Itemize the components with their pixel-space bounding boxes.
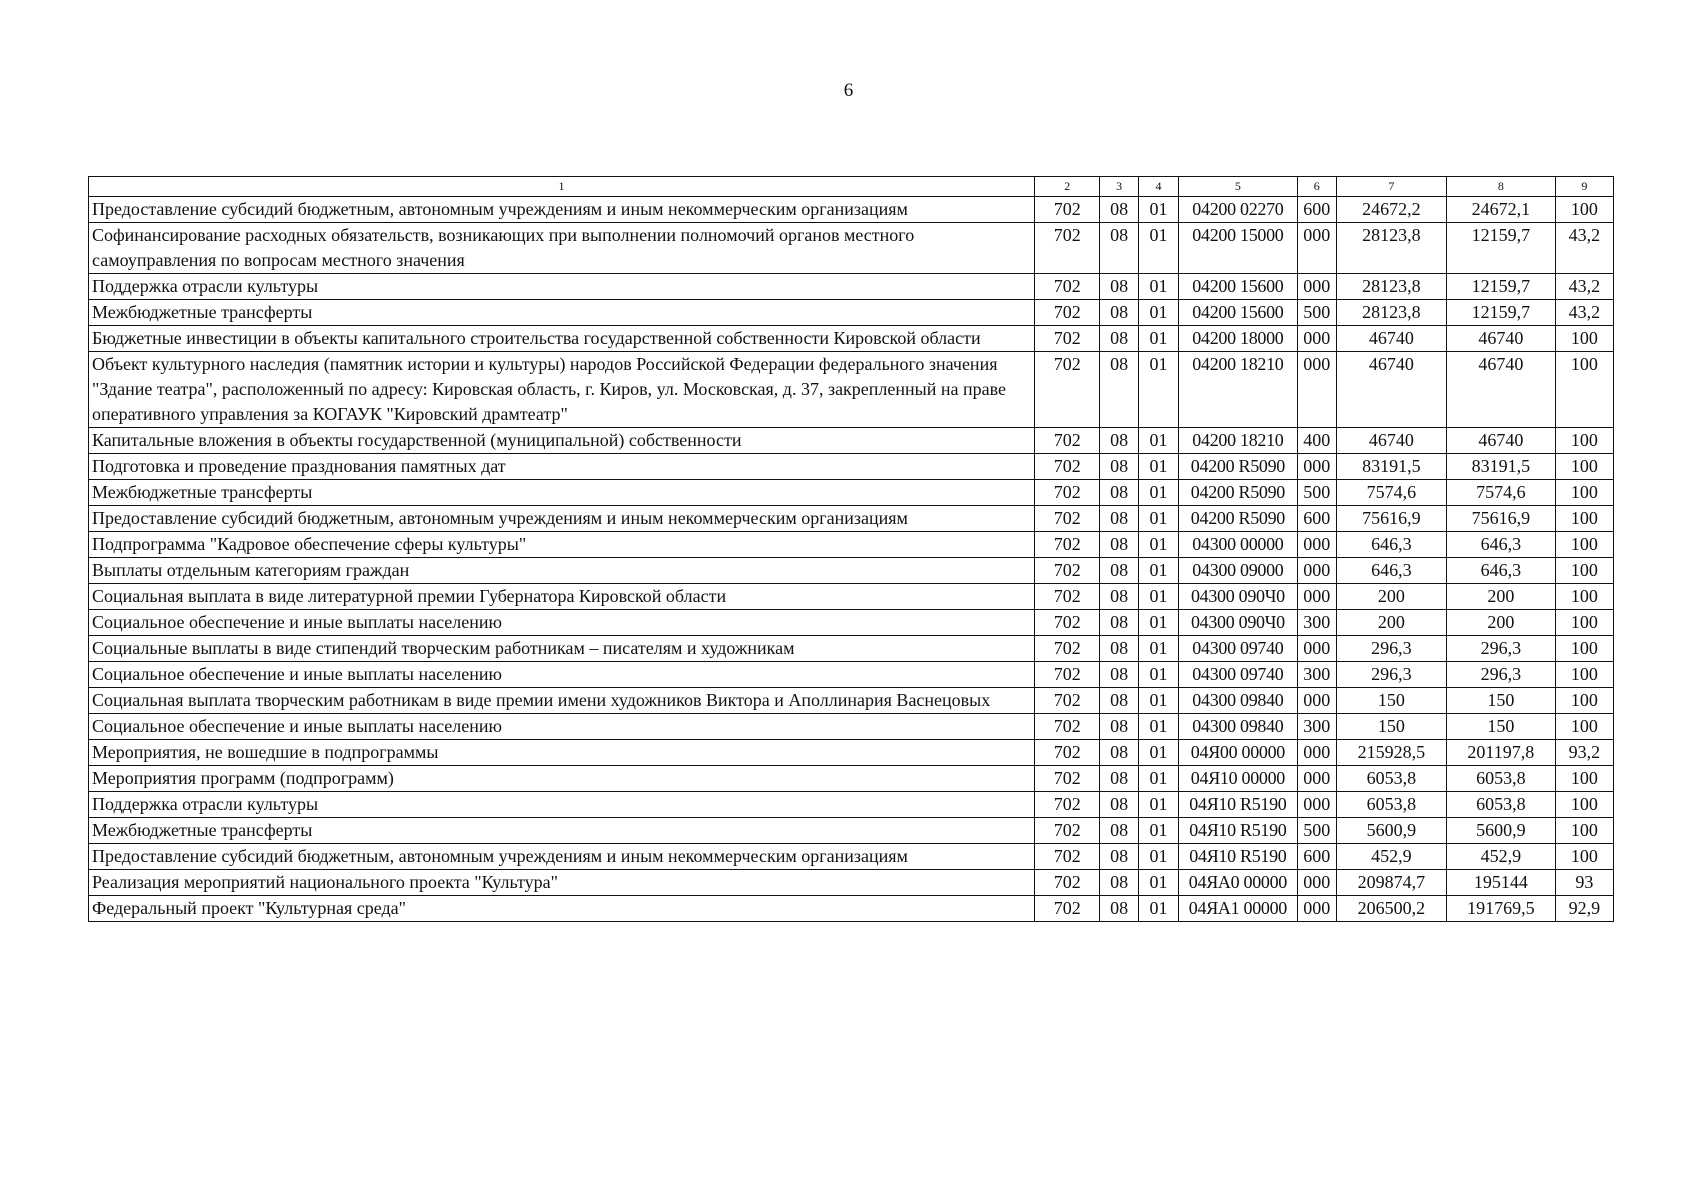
expense-type-code-cell: 600	[1297, 197, 1336, 223]
execution-percent-cell: 100	[1555, 326, 1613, 352]
actual-amount-cell: 46740	[1446, 326, 1555, 352]
table-row	[89, 662, 1614, 688]
item-name-cell: Социальная выплата творческим работникам в виде премии имени художников Виктора и Аполлинария Васнецовых	[89, 688, 1035, 714]
ministry-code-cell: 702	[1035, 532, 1100, 558]
target-article-code-cell: 04200 18000	[1179, 326, 1297, 352]
ministry-code-cell: 702	[1035, 818, 1100, 844]
execution-percent-cell: 43,2	[1555, 223, 1613, 274]
expense-type-code-cell: 500	[1297, 480, 1336, 506]
ministry-code-cell: 702	[1035, 506, 1100, 532]
expense-type-code-cell: 600	[1297, 844, 1336, 870]
subsection-code-cell: 01	[1138, 766, 1178, 792]
execution-percent-cell: 93,2	[1555, 740, 1613, 766]
expense-type-code-cell: 000	[1297, 352, 1336, 428]
item-name-cell: Выплаты отдельным категориям граждан	[89, 558, 1035, 584]
table-row	[89, 223, 1614, 274]
execution-percent-cell: 100	[1555, 584, 1613, 610]
table-row	[89, 714, 1614, 740]
subsection-code-cell: 01	[1138, 506, 1178, 532]
section-code-cell: 08	[1100, 326, 1138, 352]
subsection-code-cell: 01	[1138, 688, 1178, 714]
actual-amount-cell: 646,3	[1446, 532, 1555, 558]
plan-amount-cell: 200	[1336, 584, 1446, 610]
ministry-code-cell: 702	[1035, 197, 1100, 223]
subsection-code-cell: 01	[1138, 558, 1178, 584]
item-name-cell: Предоставление субсидий бюджетным, автономным учреждениям и иным некоммерческим организациям	[89, 844, 1035, 870]
item-name-cell: Поддержка отрасли культуры	[89, 792, 1035, 818]
section-code-cell: 08	[1100, 274, 1138, 300]
execution-percent-cell: 100	[1555, 818, 1613, 844]
section-code-cell: 08	[1100, 610, 1138, 636]
execution-percent-cell: 43,2	[1555, 274, 1613, 300]
item-name-cell: Мероприятия программ (подпрограмм)	[89, 766, 1035, 792]
item-name-cell: Федеральный проект "Культурная среда"	[89, 896, 1035, 922]
item-name-cell: Социальное обеспечение и иные выплаты населению	[89, 610, 1035, 636]
target-article-code-cell: 04300 09740	[1179, 662, 1297, 688]
table-row	[89, 584, 1614, 610]
ministry-code-cell: 702	[1035, 326, 1100, 352]
ministry-code-cell: 702	[1035, 740, 1100, 766]
subsection-code-cell: 01	[1138, 740, 1178, 766]
target-article-code-cell: 04ЯА1 00000	[1179, 896, 1297, 922]
item-name-cell: Социальное обеспечение и иные выплаты населению	[89, 662, 1035, 688]
item-name-cell: Бюджетные инвестиции в объекты капитального строительства государственной собственности Кировской области	[89, 326, 1035, 352]
actual-amount-cell: 7574,6	[1446, 480, 1555, 506]
target-article-code-cell: 04200 15600	[1179, 300, 1297, 326]
actual-amount-cell: 200	[1446, 584, 1555, 610]
plan-amount-cell: 150	[1336, 714, 1446, 740]
table-row	[89, 300, 1614, 326]
expense-type-code-cell: 000	[1297, 766, 1336, 792]
expense-type-code-cell: 000	[1297, 584, 1336, 610]
subsection-code-cell: 01	[1138, 428, 1178, 454]
section-code-cell: 08	[1100, 662, 1138, 688]
plan-amount-cell: 296,3	[1336, 636, 1446, 662]
execution-percent-cell: 100	[1555, 480, 1613, 506]
expense-type-code-cell: 500	[1297, 818, 1336, 844]
expense-type-code-cell: 000	[1297, 326, 1336, 352]
item-name-cell: Подпрограмма "Кадровое обеспечение сферы культуры"	[89, 532, 1035, 558]
section-code-cell: 08	[1100, 636, 1138, 662]
section-code-cell: 08	[1100, 197, 1138, 223]
target-article-code-cell: 04300 090Ч0	[1179, 584, 1297, 610]
ministry-code-cell: 702	[1035, 454, 1100, 480]
section-code-cell: 08	[1100, 870, 1138, 896]
actual-amount-cell: 296,3	[1446, 662, 1555, 688]
actual-amount-cell: 200	[1446, 610, 1555, 636]
execution-percent-cell: 100	[1555, 662, 1613, 688]
target-article-code-cell: 04Я10 R5190	[1179, 818, 1297, 844]
ministry-code-cell: 702	[1035, 558, 1100, 584]
item-name-cell: Межбюджетные трансферты	[89, 480, 1035, 506]
target-article-code-cell: 04200 15600	[1179, 274, 1297, 300]
actual-amount-cell: 6053,8	[1446, 792, 1555, 818]
item-name-cell: Предоставление субсидий бюджетным, автономным учреждениям и иным некоммерческим организациям	[89, 197, 1035, 223]
table-row	[89, 454, 1614, 480]
execution-percent-cell: 100	[1555, 610, 1613, 636]
expense-type-code-cell: 000	[1297, 688, 1336, 714]
ministry-code-cell: 702	[1035, 896, 1100, 922]
section-code-cell: 08	[1100, 506, 1138, 532]
ministry-code-cell: 702	[1035, 300, 1100, 326]
column-header-4: 4	[1138, 177, 1178, 197]
actual-amount-cell: 75616,9	[1446, 506, 1555, 532]
target-article-code-cell: 04300 090Ч0	[1179, 610, 1297, 636]
section-code-cell: 08	[1100, 558, 1138, 584]
item-name-cell: Капитальные вложения в объекты государственной (муниципальной) собственности	[89, 428, 1035, 454]
column-header-8: 8	[1446, 177, 1555, 197]
target-article-code-cell: 04Я10 00000	[1179, 766, 1297, 792]
actual-amount-cell: 195144	[1446, 870, 1555, 896]
subsection-code-cell: 01	[1138, 896, 1178, 922]
item-name-cell: Реализация мероприятий национального проекта "Культура"	[89, 870, 1035, 896]
subsection-code-cell: 01	[1138, 844, 1178, 870]
actual-amount-cell: 191769,5	[1446, 896, 1555, 922]
expense-type-code-cell: 000	[1297, 274, 1336, 300]
target-article-code-cell: 04Я10 R5190	[1179, 844, 1297, 870]
execution-percent-cell: 100	[1555, 792, 1613, 818]
table-row	[89, 766, 1614, 792]
subsection-code-cell: 01	[1138, 792, 1178, 818]
expense-type-code-cell: 500	[1297, 300, 1336, 326]
item-name-cell: Межбюджетные трансферты	[89, 300, 1035, 326]
table-row	[89, 532, 1614, 558]
target-article-code-cell: 04Я00 00000	[1179, 740, 1297, 766]
execution-percent-cell: 100	[1555, 352, 1613, 428]
subsection-code-cell: 01	[1138, 454, 1178, 480]
expense-type-code-cell: 000	[1297, 896, 1336, 922]
plan-amount-cell: 28123,8	[1336, 300, 1446, 326]
plan-amount-cell: 6053,8	[1336, 792, 1446, 818]
column-header-2: 2	[1035, 177, 1100, 197]
actual-amount-cell: 201197,8	[1446, 740, 1555, 766]
target-article-code-cell: 04Я10 R5190	[1179, 792, 1297, 818]
actual-amount-cell: 150	[1446, 688, 1555, 714]
plan-amount-cell: 452,9	[1336, 844, 1446, 870]
subsection-code-cell: 01	[1138, 532, 1178, 558]
column-header-5: 5	[1179, 177, 1297, 197]
subsection-code-cell: 01	[1138, 300, 1178, 326]
execution-percent-cell: 100	[1555, 844, 1613, 870]
expense-type-code-cell: 400	[1297, 428, 1336, 454]
section-code-cell: 08	[1100, 688, 1138, 714]
section-code-cell: 08	[1100, 428, 1138, 454]
subsection-code-cell: 01	[1138, 352, 1178, 428]
subsection-code-cell: 01	[1138, 584, 1178, 610]
actual-amount-cell: 5600,9	[1446, 818, 1555, 844]
budget-table	[88, 176, 1614, 922]
ministry-code-cell: 702	[1035, 584, 1100, 610]
expense-type-code-cell: 000	[1297, 636, 1336, 662]
subsection-code-cell: 01	[1138, 274, 1178, 300]
section-code-cell: 08	[1100, 844, 1138, 870]
actual-amount-cell: 296,3	[1446, 636, 1555, 662]
column-header-6: 6	[1297, 177, 1336, 197]
column-header-1: 1	[89, 177, 1035, 197]
subsection-code-cell: 01	[1138, 714, 1178, 740]
actual-amount-cell: 46740	[1446, 352, 1555, 428]
ministry-code-cell: 702	[1035, 792, 1100, 818]
target-article-code-cell: 04200 R5090	[1179, 480, 1297, 506]
execution-percent-cell: 100	[1555, 454, 1613, 480]
ministry-code-cell: 702	[1035, 870, 1100, 896]
subsection-code-cell: 01	[1138, 662, 1178, 688]
execution-percent-cell: 100	[1555, 636, 1613, 662]
target-article-code-cell: 04200 R5090	[1179, 506, 1297, 532]
execution-percent-cell: 100	[1555, 506, 1613, 532]
target-article-code-cell: 04300 00000	[1179, 532, 1297, 558]
column-header-7: 7	[1336, 177, 1446, 197]
actual-amount-cell: 12159,7	[1446, 274, 1555, 300]
table-row	[89, 274, 1614, 300]
item-name-cell: Подготовка и проведение празднования памятных дат	[89, 454, 1035, 480]
ministry-code-cell: 702	[1035, 766, 1100, 792]
plan-amount-cell: 150	[1336, 688, 1446, 714]
target-article-code-cell: 04300 09840	[1179, 714, 1297, 740]
table-row	[89, 844, 1614, 870]
actual-amount-cell: 150	[1446, 714, 1555, 740]
item-name-cell: Объект культурного наследия (памятник истории и культуры) народов Российской Федерации федерального значения "Здание театра", расположенный по адресу: Кировская область, г. Киров, ул. Московская, д. 37, закрепленный на праве оперативного управления за КОГАУК "Кировский драмтеатр"	[89, 352, 1035, 428]
table-row	[89, 480, 1614, 506]
section-code-cell: 08	[1100, 896, 1138, 922]
expense-type-code-cell: 300	[1297, 714, 1336, 740]
expense-type-code-cell: 000	[1297, 532, 1336, 558]
section-code-cell: 08	[1100, 584, 1138, 610]
expense-type-code-cell: 000	[1297, 740, 1336, 766]
ministry-code-cell: 702	[1035, 714, 1100, 740]
plan-amount-cell: 215928,5	[1336, 740, 1446, 766]
actual-amount-cell: 12159,7	[1446, 223, 1555, 274]
execution-percent-cell: 100	[1555, 197, 1613, 223]
section-code-cell: 08	[1100, 352, 1138, 428]
table-body	[89, 197, 1614, 922]
section-code-cell: 08	[1100, 818, 1138, 844]
actual-amount-cell: 83191,5	[1446, 454, 1555, 480]
plan-amount-cell: 200	[1336, 610, 1446, 636]
section-code-cell: 08	[1100, 740, 1138, 766]
target-article-code-cell: 04200 02270	[1179, 197, 1297, 223]
execution-percent-cell: 92,9	[1555, 896, 1613, 922]
plan-amount-cell: 46740	[1336, 428, 1446, 454]
section-code-cell: 08	[1100, 532, 1138, 558]
page-number: 6	[843, 80, 854, 101]
column-header-9: 9	[1555, 177, 1613, 197]
plan-amount-cell: 646,3	[1336, 532, 1446, 558]
target-article-code-cell: 04300 09840	[1179, 688, 1297, 714]
execution-percent-cell: 100	[1555, 558, 1613, 584]
actual-amount-cell: 24672,1	[1446, 197, 1555, 223]
plan-amount-cell: 24672,2	[1336, 197, 1446, 223]
actual-amount-cell: 452,9	[1446, 844, 1555, 870]
expense-type-code-cell: 300	[1297, 662, 1336, 688]
item-name-cell: Мероприятия, не вошедшие в подпрограммы	[89, 740, 1035, 766]
section-code-cell: 08	[1100, 454, 1138, 480]
item-name-cell: Предоставление субсидий бюджетным, автономным учреждениям и иным некоммерческим организациям	[89, 506, 1035, 532]
table-row	[89, 558, 1614, 584]
actual-amount-cell: 646,3	[1446, 558, 1555, 584]
target-article-code-cell: 04ЯА0 00000	[1179, 870, 1297, 896]
item-name-cell: Социальные выплаты в виде стипендий творческим работникам – писателям и художникам	[89, 636, 1035, 662]
expense-type-code-cell: 000	[1297, 870, 1336, 896]
subsection-code-cell: 01	[1138, 818, 1178, 844]
expense-type-code-cell: 300	[1297, 610, 1336, 636]
section-code-cell: 08	[1100, 766, 1138, 792]
section-code-cell: 08	[1100, 480, 1138, 506]
execution-percent-cell: 43,2	[1555, 300, 1613, 326]
table-row	[89, 428, 1614, 454]
table-row	[89, 688, 1614, 714]
subsection-code-cell: 01	[1138, 480, 1178, 506]
execution-percent-cell: 100	[1555, 428, 1613, 454]
actual-amount-cell: 6053,8	[1446, 766, 1555, 792]
plan-amount-cell: 46740	[1336, 326, 1446, 352]
plan-amount-cell: 28123,8	[1336, 223, 1446, 274]
table-row	[89, 818, 1614, 844]
subsection-code-cell: 01	[1138, 223, 1178, 274]
plan-amount-cell: 28123,8	[1336, 274, 1446, 300]
section-code-cell: 08	[1100, 792, 1138, 818]
target-article-code-cell: 04200 R5090	[1179, 454, 1297, 480]
expense-type-code-cell: 000	[1297, 454, 1336, 480]
section-code-cell: 08	[1100, 223, 1138, 274]
ministry-code-cell: 702	[1035, 352, 1100, 428]
execution-percent-cell: 100	[1555, 766, 1613, 792]
subsection-code-cell: 01	[1138, 870, 1178, 896]
plan-amount-cell: 7574,6	[1336, 480, 1446, 506]
plan-amount-cell: 6053,8	[1336, 766, 1446, 792]
actual-amount-cell: 12159,7	[1446, 300, 1555, 326]
plan-amount-cell: 5600,9	[1336, 818, 1446, 844]
ministry-code-cell: 702	[1035, 274, 1100, 300]
plan-amount-cell: 296,3	[1336, 662, 1446, 688]
ministry-code-cell: 702	[1035, 223, 1100, 274]
plan-amount-cell: 83191,5	[1336, 454, 1446, 480]
item-name-cell: Социальная выплата в виде литературной премии Губернатора Кировской области	[89, 584, 1035, 610]
table-row	[89, 896, 1614, 922]
section-code-cell: 08	[1100, 300, 1138, 326]
item-name-cell: Межбюджетные трансферты	[89, 818, 1035, 844]
target-article-code-cell: 04200 18210	[1179, 352, 1297, 428]
table-row	[89, 610, 1614, 636]
ministry-code-cell: 702	[1035, 636, 1100, 662]
table-row	[89, 740, 1614, 766]
item-name-cell: Социальное обеспечение и иные выплаты населению	[89, 714, 1035, 740]
ministry-code-cell: 702	[1035, 610, 1100, 636]
target-article-code-cell: 04200 15000	[1179, 223, 1297, 274]
plan-amount-cell: 206500,2	[1336, 896, 1446, 922]
header-row	[89, 177, 1614, 197]
item-name-cell: Софинансирование расходных обязательств, возникающих при выполнении полномочий органов местного самоуправления по вопросам местного значения	[89, 223, 1035, 274]
actual-amount-cell: 46740	[1446, 428, 1555, 454]
expense-type-code-cell: 000	[1297, 558, 1336, 584]
table-row	[89, 792, 1614, 818]
ministry-code-cell: 702	[1035, 844, 1100, 870]
target-article-code-cell: 04300 09000	[1179, 558, 1297, 584]
column-header-3: 3	[1100, 177, 1138, 197]
table-row	[89, 197, 1614, 223]
subsection-code-cell: 01	[1138, 197, 1178, 223]
ministry-code-cell: 702	[1035, 480, 1100, 506]
execution-percent-cell: 100	[1555, 714, 1613, 740]
plan-amount-cell: 75616,9	[1336, 506, 1446, 532]
ministry-code-cell: 702	[1035, 688, 1100, 714]
subsection-code-cell: 01	[1138, 610, 1178, 636]
table-row	[89, 352, 1614, 428]
ministry-code-cell: 702	[1035, 662, 1100, 688]
plan-amount-cell: 46740	[1336, 352, 1446, 428]
table-row	[89, 506, 1614, 532]
target-article-code-cell: 04200 18210	[1179, 428, 1297, 454]
execution-percent-cell: 93	[1555, 870, 1613, 896]
plan-amount-cell: 209874,7	[1336, 870, 1446, 896]
execution-percent-cell: 100	[1555, 532, 1613, 558]
item-name-cell: Поддержка отрасли культуры	[89, 274, 1035, 300]
plan-amount-cell: 646,3	[1336, 558, 1446, 584]
execution-percent-cell: 100	[1555, 688, 1613, 714]
table-row	[89, 870, 1614, 896]
target-article-code-cell: 04300 09740	[1179, 636, 1297, 662]
expense-type-code-cell: 600	[1297, 506, 1336, 532]
section-code-cell: 08	[1100, 714, 1138, 740]
expense-type-code-cell: 000	[1297, 792, 1336, 818]
subsection-code-cell: 01	[1138, 636, 1178, 662]
expense-type-code-cell: 000	[1297, 223, 1336, 274]
table-row	[89, 636, 1614, 662]
ministry-code-cell: 702	[1035, 428, 1100, 454]
subsection-code-cell: 01	[1138, 326, 1178, 352]
table-row	[89, 326, 1614, 352]
